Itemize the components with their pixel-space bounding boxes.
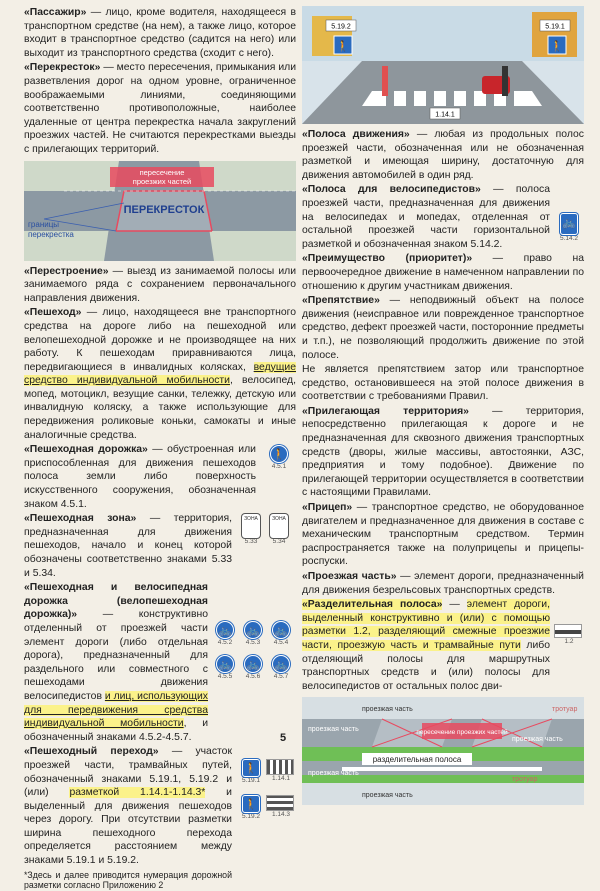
- svg-text:🚶: 🚶: [336, 41, 350, 53]
- definition-text: и выделенный для движения пешеходов через дорогу. При отсутствии разметки ширина пешеходного перехода определяется расстоянием между знаками 5.19.1 и 5.19.2.: [24, 787, 232, 867]
- page-number: 5: [280, 732, 287, 744]
- sign-5-33: [238, 514, 264, 546]
- definition-divider: [302, 598, 584, 693]
- label-cross-line2: проезжих частей: [132, 176, 192, 186]
- zebra-marking-icon: [266, 759, 294, 775]
- term: «Преимущество (приоритет)»: [302, 253, 473, 265]
- highlight: и лиц, использующих для передвижения средства индивидуальной мобильности: [24, 690, 208, 730]
- term: «Препятствие»: [302, 295, 380, 307]
- sign-5-19-2: 🚶 5.19.2: [238, 795, 264, 821]
- sign-4-5-1: [266, 445, 292, 471]
- sign-caption: 5.34: [272, 538, 286, 546]
- definition-carriageway: [302, 570, 584, 597]
- crosswalk-sign-icon: 🚶: [242, 795, 260, 813]
- definition-crossing: [24, 745, 296, 867]
- right-column: [302, 6, 584, 809]
- definition-adjacent: [302, 405, 584, 500]
- sign-5-34: [266, 514, 292, 546]
- bike-ped-sign-icon: 🚲: [216, 621, 234, 639]
- sign-4-5-2: 🚲 4.5.2: [212, 621, 238, 647]
- definition-ped-zone: [24, 512, 296, 580]
- sign-caption: 5.33: [244, 538, 258, 546]
- definition-obstacle: [302, 294, 584, 362]
- label-sidewalk-top: тротуар: [552, 706, 578, 714]
- definition-text: — любая из продольных полос проезжей части, обозначенная или не обозначенная разметкой и имеющая ширину, достаточную для движения автомобилей в один ряд.: [302, 129, 584, 181]
- left-column: [24, 6, 296, 891]
- label-crossroad-title: ПЕРЕКРЕСТОК: [123, 203, 205, 216]
- divider-figure: [302, 697, 584, 805]
- term: «Прицеп»: [302, 502, 353, 514]
- bike-ped-sign-icon: 🚲: [244, 621, 262, 639]
- term: «Пешеход»: [24, 307, 82, 319]
- definition-text: — обустроенная или приспособленная для движения пешеходов полоса земли либо поверхность искусственного сооружения, обозначенная знаком 4.5.1.: [24, 444, 256, 510]
- definition-text: — территория, непосредственно прилегающая к дороге и не предназначенная для сквозного движения транспортных средств (дворы, жилые массивы, автостоянки, АЗС, предприятия и тому подобное). Движение по прилегающей территории осуществляется в соответствии с настоящими Правилами.: [302, 405, 585, 499]
- label-sidewalk-bottom: тротуар: [512, 776, 538, 784]
- definition-bike-ped: [24, 581, 296, 744]
- photo-marking-label: 1.14.1: [435, 111, 455, 119]
- zebra-marking-icon: [266, 795, 294, 811]
- crosswalk-sign-icon: 🚶: [242, 759, 260, 777]
- term: «Проезжая часть»: [302, 571, 397, 582]
- crosswalk-photo: [302, 6, 584, 124]
- label-divider: разделительная полоса: [372, 755, 462, 765]
- definition-text: — полоса проезжей части, предназначенная для движения на велосипедах и мопедах, отделенная от остальной проезжей части горизонтальной разметкой и обозначенная знаком 5.14.2.: [302, 184, 550, 250]
- term: «Разделительная полоса»: [302, 599, 443, 611]
- footnote: *Здесь и далее приводится нумерация дорожной разметки согласно Приложению 2: [24, 869, 232, 891]
- label-bounds-line2: перекрестка: [28, 229, 74, 239]
- definition-text: — лицо, кроме водителя, находящееся в транспортном средстве (на нем), а также лицо, которое входит в транспортное средство (садится на него) или выходит из транспортного средства (сходит с него).: [24, 7, 296, 59]
- sign-4-5-7: 🚲 4.5.7: [268, 655, 294, 681]
- definition-bike-lane: [302, 183, 584, 251]
- pedestrian-sign-icon: 🚶: [270, 445, 288, 463]
- definition-lane: [302, 128, 584, 182]
- marking-1-14-3: 1.14.3: [266, 795, 296, 819]
- term: «Пешеходная и велосипедная дорожка (велопешеходная дорожка)»: [24, 582, 208, 621]
- term: «Перекресток»: [24, 62, 101, 74]
- highlight: элемент дороги, выделенный конструктивно и (или) с помощью разметки 1.2, разделяющий смежные проезжие части, проезжую часть и трамвайные пути: [302, 599, 550, 651]
- highlight: ведущие средство индивидуальной мобильности: [24, 361, 296, 387]
- definition-ped-path: [24, 443, 296, 511]
- bike-lane-sign-icon: 🚲: [560, 213, 578, 235]
- definition-text: , и обозначенный знаками 4.5.2-4.5.7.: [24, 718, 208, 743]
- marking-1-2: 1.2: [554, 624, 584, 646]
- not-obstacle-note: Не является препятствием затор или транспортное средство, остановившееся на этой полосе движения в соответствии с требованиями Правил.: [302, 364, 584, 403]
- definition-text: — элемент дороги, предназначенный для движения безрельсовых транспортных средств.: [302, 571, 584, 596]
- term: «Пешеходная дорожка»: [24, 444, 148, 456]
- definition-text: — право на первоочередное движение в намеченном направлении по отношению к другим участникам движения.: [302, 253, 584, 292]
- zone-end-sign-icon: ЗОНА: [270, 514, 288, 538]
- term: «Пешеходный переход»: [24, 746, 159, 758]
- definition-text: — участок проезжей части, трамвайных путей, обозначенный знаками 5.19.1, 5.19.2 и (или): [24, 746, 232, 799]
- divider-diagram: [302, 697, 584, 805]
- photo-sign-label-1: 5.19.2: [331, 23, 351, 31]
- crosswalk-illustration: [302, 6, 584, 124]
- bike-ped-sign-icon: 🚲: [272, 621, 290, 639]
- definition-text: — неподвижный объект на полосе движения (неисправное или поврежденное транспортное средство, дефект проезжей части, посторонние предметы и т.п.), не позволяющий продолжить движение по этой полосе.: [302, 295, 584, 361]
- term: «Пешеходная зона»: [24, 513, 137, 525]
- term: «Пассажир»: [24, 7, 87, 18]
- sign-5-14-2: 🚲 5.14.2: [556, 213, 582, 243]
- sign-4-5-3: 🚲 4.5.3: [240, 621, 266, 647]
- sign-caption: 4.5.1: [271, 463, 287, 471]
- label-road-bottom-left: проезжая часть: [308, 770, 359, 778]
- sign-4-5-6: 🚲 4.5.6: [240, 655, 266, 681]
- label-road-right: проезжая часть: [512, 736, 563, 744]
- definition-text: , велосипед, мопед, мотоцикл, везущие санки, тележку, детскую или инвалидную коляску, а также использующие для передвижения роликовые коньки, самокаты и иные аналогичные средства.: [24, 375, 296, 441]
- label-bounds-line1: границы: [28, 219, 60, 229]
- highlight: разметкой 1.14.1-1.14.3*: [69, 787, 206, 799]
- bike-ped-sign-icon: 🚲: [216, 655, 234, 673]
- label-cross: пересечение проезжих частей: [416, 729, 508, 737]
- definition-priority: [302, 252, 584, 293]
- crossroad-figure: [24, 161, 296, 261]
- label-road-left: проезжая часть: [308, 726, 359, 734]
- bike-ped-end-sign-icon: 🚲: [244, 655, 262, 673]
- sign-4-5-5: 🚲 4.5.5: [212, 655, 238, 681]
- zone-start-sign-icon: ЗОНА: [242, 514, 260, 538]
- label-road-bottom: проезжая часть: [362, 792, 413, 800]
- label-cross-line1: пересечение: [139, 167, 185, 177]
- sign-5-19-1: 🚶 5.19.1: [238, 759, 264, 785]
- crossroad-diagram: [24, 161, 296, 261]
- definition-text: — выезд из занимаемой полосы или занимаемого ряда с сохранением первоначального направления движения.: [24, 265, 296, 304]
- svg-text:🚶: 🚶: [550, 41, 564, 53]
- term: «Прилегающая территория»: [302, 405, 469, 417]
- marking-1-14-1: 1.14.1: [266, 759, 296, 783]
- definition-text: — транспортное средство, не оборудованное двигателем и предназначенное для движения в составе с механическим транспортным средством. Термин распространяется также на полуприцепы и прицепы-роспуски.: [302, 502, 584, 568]
- solid-line-marking-icon: [554, 624, 582, 638]
- definition-text: — территория, предназначенная для движения пешеходов, начало и конец которой обозначены соответственно знаками 5.33 и 5.34.: [24, 513, 232, 579]
- definition-text: — место пересечения, примыкания или разветвления дорог на одном уровне, ограниченное воображаемыми линиями, соединяющими соответственно противоположные, наиболее удаленные от центра перекрестка начала закруглений проезжих частей. Не считаются перекрестками выезды с прилегающих территорий.: [24, 62, 296, 155]
- photo-sign-label-2: 5.19.1: [545, 23, 565, 31]
- definition-rebuild: [24, 265, 296, 306]
- definition-crossroad: [24, 61, 296, 156]
- definition-text: — лицо, находящееся вне транспортного средства на дороге либо на пешеходной или велопешеходной дорожке и не производящее на них работу. К пешеходам приравниваются лица, передвигающиеся в инвалидных колясках,: [24, 307, 296, 373]
- sign-4-5-4: 🚲 4.5.4: [268, 621, 294, 647]
- term: «Перестроение»: [24, 265, 109, 277]
- label-road-top: проезжая часть: [362, 706, 413, 714]
- definition-text: либо отделяющий полосы для маршрутных транспортных средств и (или) полосы для велосипедистов от остальных полос дви-: [302, 639, 550, 692]
- definition-text: — конструктивно отделенный от проезжей части элемент дороги (либо отдельная дорога), предназначенный для раздельного или совместного с пешеходами движения велосипедистов: [24, 609, 208, 702]
- definition-passenger: [24, 6, 296, 60]
- definition-text: —: [442, 599, 467, 611]
- definition-pedestrian: [24, 306, 296, 442]
- term: «Полоса для велосипедистов»: [302, 184, 481, 196]
- term: «Полоса движения»: [302, 129, 410, 140]
- bike-ped-end-sign-icon: 🚲: [272, 655, 290, 673]
- definition-trailer: [302, 501, 584, 569]
